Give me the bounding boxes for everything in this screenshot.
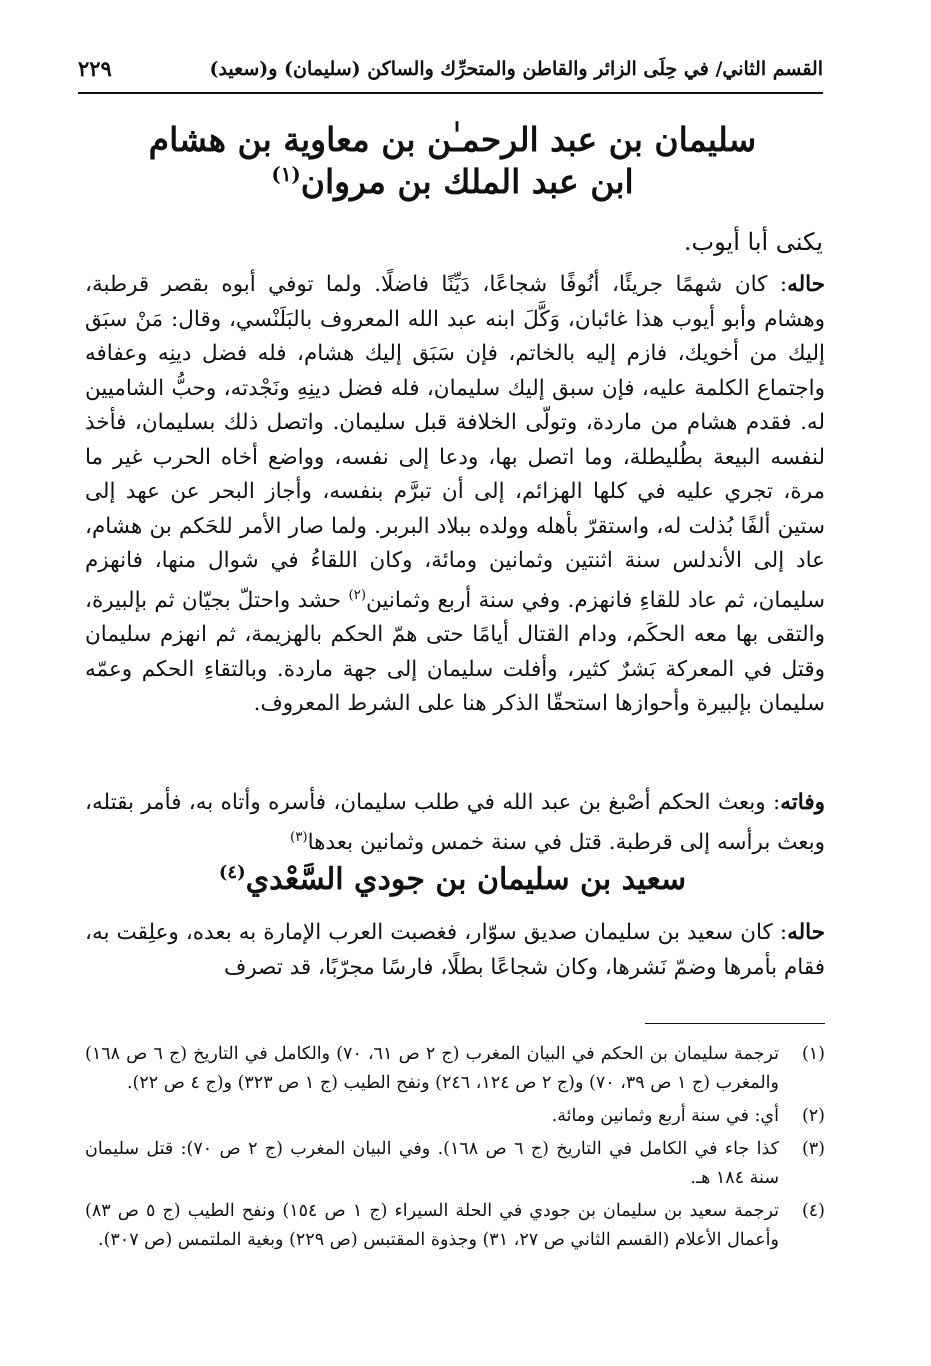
footnote-number: (٣) [801,1139,825,1159]
entry1-hal-label: حاله [787,272,825,297]
entry2-biography-paragraph [85,916,825,985]
entry2-heading-text: سعيد بن سليمان بن جودي السَّعْدي [245,862,687,897]
footnote-text: ترجمة سليمان بن الحكم في البيان المغرب (ج ٢ ص ٦١، ٧٠) والكامل في التاريخ (ج ٦ ص ١٦٨) والمغرب (ج ١ ص ٣٩، ٧٠) و(ج ٢ ص ١٢٤، ٢٤٦) ونفح الطيب (ج ١ ص ٣٢٣) و(ج ٤ ص ٢٢). [85,1044,779,1093]
footnote-ref-3: (٣) [290,829,308,845]
footnote-item [85,1102,825,1131]
footnote-ref-1: (١) [271,162,301,186]
footnote-text: أي: في سنة أربع وثمانين ومائة. [551,1106,779,1126]
entry1-hal-text-b: حشد واحتلّ بجيّان ثم بإلبيرة، والتقى بها معه الحكَم، ودام القتال أيامًا حتى همّ الحكم بالهزيمة، ثم انهزم سليمان وقتل في المعركة بَشرٌ كثير، وأفلت سليمان إلى جهة ماردة. وبالتقاءِ الحكم وعمّه سليمان بإلبيرة وأحوازها استحقّا الذكر هنا على الشرط المعروف. [85,587,825,717]
footnote-text: كذا جاء في الكامل في التاريخ (ج ٦ ص ١٦٨). وفي البيان المغرب (ج ٢ ص ٧٠): قتل سليمان سنة ١٨٤ هـ. [85,1139,779,1188]
footnotes [85,1040,825,1259]
entry1-heading-line2 [80,162,825,201]
footnote-ref-4: (٤) [218,862,246,883]
entry1-kunya: يكنى أبا أيوب. [683,228,823,256]
footnote-item [85,1197,825,1255]
footnote-item [85,1135,825,1193]
footnote-number: (١) [801,1044,825,1064]
entry1-heading-line1: سليمان بن عبد الرحمـٰن بن معاوية بن هشام [148,120,757,159]
footnote-ref-2: (٢) [348,587,367,603]
running-header [78,52,823,94]
header-title: القسم الثاني/ في حِلَى الزائر والقاطن والمتحرِّك والساكن (سليمان) و(سعيد) [209,58,823,80]
footnote-number: (٢) [801,1106,825,1126]
entry2-hal-text: : كان سعيد بن سليمان صديق سوّار، فغصبت العرب الإمارة به بعده، وعلِقت به، فقام بأمرها وضمّ نَشرها، وكان شجاعًا بطلًا، فارسًا مجرّبًا، قد تصرف [85,920,825,980]
footnote-text: ترجمة سعيد بن سليمان بن جودي في الحلة السيراء (ج ١ ص ١٥٤) ونفح الطيب (ج ٥ ص ٨٣) وأعمال الأعلام (القسم الثاني ص ٢٧، ٣١) وجذوة المقتبس (ص ٢٢٩) وبغية الملتمس (ص ٣٠٧). [85,1201,779,1250]
footnote-number: (٤) [801,1201,825,1221]
entry2-hal-label: حاله [787,920,825,945]
entry1-biography-paragraph [85,268,825,722]
entry2-heading [80,862,825,897]
entry1-heading-line2-text: ابن عبد الملك بن مروان [300,162,634,201]
footnote-divider [645,1023,825,1024]
page-number: ٢٢٩ [78,56,112,81]
entry1-death-paragraph [85,786,825,860]
entry1-hal-text-a: : كان شهمًا جريئًا، أنُوفًا شجاعًا، دَيِّنًا فاضلًا. ولما توفي أبوه بقصر قرطبة، وهشام وأبو أيوب هذا غائبان، وَكَّلَ ابنه عبد الله المعروف بالبَلَنْسي، وقال: مَنْ سبَق إليك من أخويك، فازم إليه بالخاتم، فإن سَبَق إليك هشام، فله فضل دينِه وعفافه واجتماع الكلمة عليه، فإن سبق إليك سليمان، فله فضل دينِهِ ونَجْدته، وحبُّ الشاميين له. فقدم هشام من ماردة، وتولّى الخلافة قبل سليمان. واتصل ذلك بسليمان، فأخذ لنفسه البيعة بطُليطلة، وما اتصل بها، ودعا إلى نفسه، وواضع أخاه الحرب غير ما مرة، تجري عليه في كلها الهزائم، إلى أن تبرَّم بنفسه، وأجاز البحر عن عهد إلى ستين ألفًا بُذلت له، واستقرّ بأهله وولده ببلاد البربر. ولما صار الأمر للحَكم بن هشام، عاد إلى الأندلس سنة اثنتين وثمانين ومائة، وكان اللقاءُ في شوال منها، فانهزم سليمان، ثم عاد للقاءِ فانهزم. وفي سنة أربع وثمانين [85,272,825,613]
entry1-wafat-label: وفاته [780,790,825,815]
footnote-item [85,1040,825,1098]
entry1-wafat-text: : وبعث الحكم أصْبغ بن عبد الله في طلب سليمان، فأسره وأتاه به، فأمر بقتله، وبعث برأسه إلى قرطبة. قتل في سنة خمس وثمانين بعدها [85,790,825,855]
